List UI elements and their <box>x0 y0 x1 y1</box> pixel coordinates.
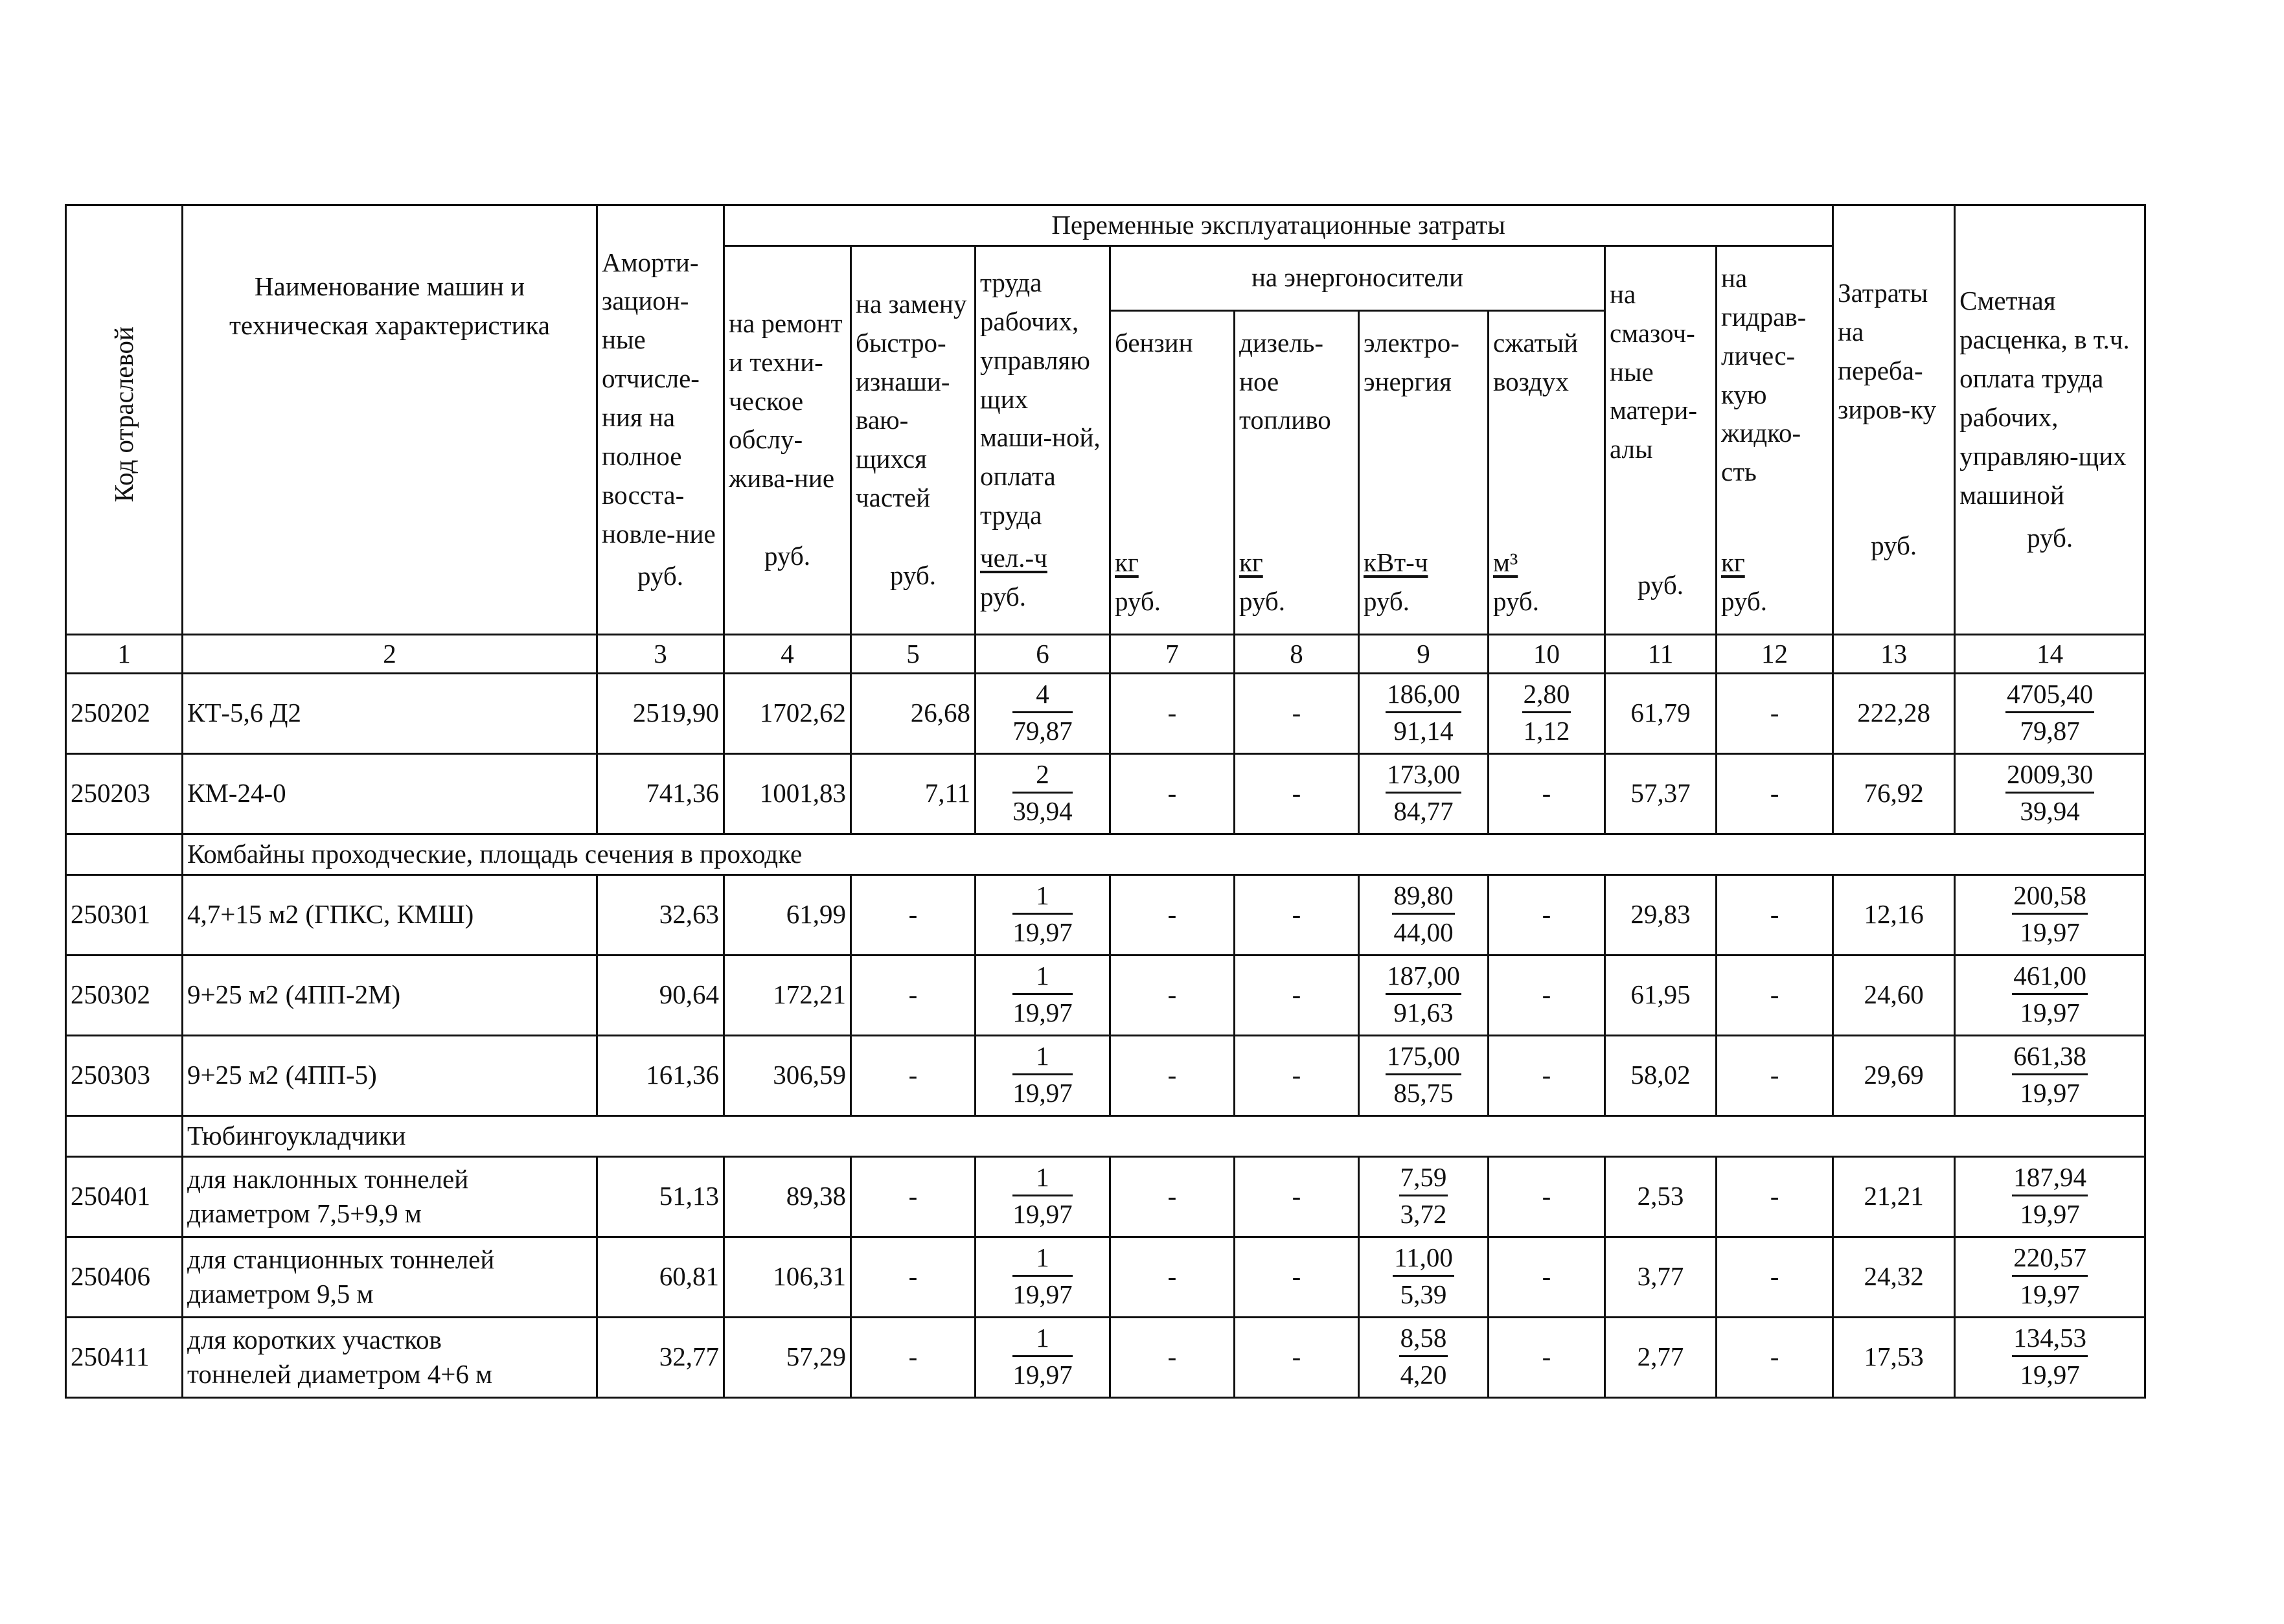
row-hydraulic: - <box>1717 875 1833 955</box>
row-code: 250411 <box>66 1317 183 1397</box>
header-hydraulic: на гидрав-личес-кую жидко-сть кг руб. <box>1717 246 1833 634</box>
row-electricity: $\frac{8,58}{4,20}$ <box>1359 1317 1489 1397</box>
row-repair: 1001,83 <box>724 753 851 834</box>
row-hydraulic: - <box>1717 955 1833 1035</box>
row-code: 250303 <box>66 1035 183 1115</box>
row-diesel: - <box>1235 955 1359 1035</box>
section-title: Тюбингоукладчики <box>183 1115 2145 1156</box>
row-parts: 7,11 <box>851 753 976 834</box>
header-electricity: электро-энергия кВт-ч руб. <box>1359 310 1489 634</box>
row-repair: 61,99 <box>724 875 851 955</box>
table-row <box>66 1156 2145 1237</box>
row-name: 9+25 м2 (4ПП-2М) <box>183 955 597 1035</box>
row-name: для коротких участков тоннелей диаметром 4+6 м <box>183 1317 597 1397</box>
row-gasoline: - <box>1110 1035 1235 1115</box>
row-parts: - <box>851 1156 976 1237</box>
row-electricity: $\frac{89,80}{44,00}$ <box>1359 875 1489 955</box>
row-lubricants: 57,37 <box>1605 753 1717 834</box>
header-gasoline: бензин кг руб. <box>1110 310 1235 634</box>
row-parts: - <box>851 1035 976 1115</box>
header-energy: на энергоносители <box>1110 246 1605 310</box>
row-parts: - <box>851 955 976 1035</box>
row-compressed-air: - <box>1489 1156 1605 1237</box>
col-number: 2 <box>183 634 597 673</box>
row-amort: 90,64 <box>597 955 724 1035</box>
row-diesel: - <box>1235 875 1359 955</box>
col-number: 13 <box>1833 634 1955 673</box>
col-number: 14 <box>1955 634 2145 673</box>
col-number: 1 <box>66 634 183 673</box>
row-compressed-air: - <box>1489 955 1605 1035</box>
row-lubricants: 61,95 <box>1605 955 1717 1035</box>
row-diesel: - <box>1235 1317 1359 1397</box>
row-total: $\frac{187,94}{19,97}$ <box>1955 1156 2145 1237</box>
row-repair: 172,21 <box>724 955 851 1035</box>
row-gasoline: - <box>1110 1237 1235 1317</box>
header-total: Сметная расценка, в т.ч. оплата труда рабочих, управляю-щих машиной руб. <box>1955 205 2145 635</box>
row-gasoline: - <box>1110 955 1235 1035</box>
row-code: 250401 <box>66 1156 183 1237</box>
header-parts: на замену быстро-изнаши-ваю-щихся частей руб. <box>851 246 976 634</box>
row-lubricants: 58,02 <box>1605 1035 1717 1115</box>
header-name: Наименование машин и техническая характеристика <box>183 205 597 635</box>
section-title: Комбайны проходческие, площадь сечения в проходке <box>183 834 2145 875</box>
row-relocation: 21,21 <box>1833 1156 1955 1237</box>
row-gasoline: - <box>1110 1156 1235 1237</box>
col-number: 10 <box>1489 634 1605 673</box>
table-row <box>66 673 2145 753</box>
table-row <box>66 1237 2145 1317</box>
row-lubricants: 2,77 <box>1605 1317 1717 1397</box>
row-parts: - <box>851 1237 976 1317</box>
row-hydraulic: - <box>1717 753 1833 834</box>
row-lubricants: 3,77 <box>1605 1237 1717 1317</box>
row-code: 250406 <box>66 1237 183 1317</box>
row-total: $\frac{200,58}{19,97}$ <box>1955 875 2145 955</box>
column-numbers-row <box>66 634 2145 673</box>
row-relocation: 29,69 <box>1833 1035 1955 1115</box>
row-name: 4,7+15 м2 (ГПКС, КМШ) <box>183 875 597 955</box>
row-name: для наклонных тоннелей диаметром 7,5+9,9 м <box>183 1156 597 1237</box>
col-number: 7 <box>1110 634 1235 673</box>
row-total: $\frac{661,38}{19,97}$ <box>1955 1035 2145 1115</box>
table-row <box>66 753 2145 834</box>
row-compressed-air: - <box>1489 753 1605 834</box>
row-amort: 741,36 <box>597 753 724 834</box>
header-amort: Аморти-зацион-ные отчисле-ния на полное восста-новле-ние руб. <box>597 205 724 635</box>
row-total: $\frac{134,53}{19,97}$ <box>1955 1317 2145 1397</box>
row-labor: $\frac{2}{39,94}$ <box>976 753 1110 834</box>
row-relocation: 222,28 <box>1833 673 1955 753</box>
row-hydraulic: - <box>1717 1156 1833 1237</box>
row-compressed-air: - <box>1489 1035 1605 1115</box>
table-row <box>66 1317 2145 1397</box>
table-row <box>66 1035 2145 1115</box>
row-electricity: $\frac{187,00}{91,63}$ <box>1359 955 1489 1035</box>
row-total: $\frac{4705,40}{79,87}$ <box>1955 673 2145 753</box>
section-row <box>66 1115 2145 1156</box>
row-relocation: 76,92 <box>1833 753 1955 834</box>
row-amort: 51,13 <box>597 1156 724 1237</box>
row-relocation: 24,32 <box>1833 1237 1955 1317</box>
row-amort: 60,81 <box>597 1237 724 1317</box>
row-parts: - <box>851 875 976 955</box>
row-compressed-air: - <box>1489 1237 1605 1317</box>
row-hydraulic: - <box>1717 1317 1833 1397</box>
row-labor: $\frac{1}{19,97}$ <box>976 1035 1110 1115</box>
row-lubricants: 61,79 <box>1605 673 1717 753</box>
row-code: 250301 <box>66 875 183 955</box>
row-code: 250203 <box>66 753 183 834</box>
header-compressed-air: сжатый воздух м³ руб. <box>1489 310 1605 634</box>
col-number: 11 <box>1605 634 1717 673</box>
row-lubricants: 29,83 <box>1605 875 1717 955</box>
row-name: 9+25 м2 (4ПП-5) <box>183 1035 597 1115</box>
row-gasoline: - <box>1110 753 1235 834</box>
row-name: для станционных тоннелей диаметром 9,5 м <box>183 1237 597 1317</box>
row-parts: - <box>851 1317 976 1397</box>
row-name: КМ-24-0 <box>183 753 597 834</box>
row-name: КТ-5,6 Д2 <box>183 673 597 753</box>
header-diesel: дизель-ное топливо кг руб. <box>1235 310 1359 634</box>
row-diesel: - <box>1235 673 1359 753</box>
row-compressed-air: $\frac{2,80}{1,12}$ <box>1489 673 1605 753</box>
row-compressed-air: - <box>1489 1317 1605 1397</box>
header-code: Код отраслевой <box>66 205 183 635</box>
row-repair: 57,29 <box>724 1317 851 1397</box>
col-number: 9 <box>1359 634 1489 673</box>
row-repair: 106,31 <box>724 1237 851 1317</box>
header-repair: на ремонт и техни-ческое обслу-жива-ние руб. <box>724 246 851 634</box>
row-diesel: - <box>1235 1237 1359 1317</box>
row-diesel: - <box>1235 753 1359 834</box>
col-number: 3 <box>597 634 724 673</box>
row-relocation: 17,53 <box>1833 1317 1955 1397</box>
row-compressed-air: - <box>1489 875 1605 955</box>
row-amort: 32,77 <box>597 1317 724 1397</box>
col-number: 5 <box>851 634 976 673</box>
row-electricity: $\frac{175,00}{85,75}$ <box>1359 1035 1489 1115</box>
rates-table <box>65 204 2146 1399</box>
col-number: 8 <box>1235 634 1359 673</box>
row-relocation: 24,60 <box>1833 955 1955 1035</box>
section-row <box>66 834 2145 875</box>
row-repair: 1702,62 <box>724 673 851 753</box>
header-labor: труда рабочих, управляю щих маши-ной, оплата труда чел.-ч руб. <box>976 246 1110 634</box>
row-labor: $\frac{1}{19,97}$ <box>976 955 1110 1035</box>
row-hydraulic: - <box>1717 1035 1833 1115</box>
row-electricity: $\frac{7,59}{3,72}$ <box>1359 1156 1489 1237</box>
table-row <box>66 955 2145 1035</box>
col-number: 6 <box>976 634 1110 673</box>
row-labor: $\frac{1}{19,97}$ <box>976 1237 1110 1317</box>
row-amort: 32,63 <box>597 875 724 955</box>
row-lubricants: 2,53 <box>1605 1156 1717 1237</box>
row-labor: $\frac{1}{19,97}$ <box>976 1317 1110 1397</box>
row-gasoline: - <box>1110 875 1235 955</box>
row-total: $\frac{220,57}{19,97}$ <box>1955 1237 2145 1317</box>
row-repair: 89,38 <box>724 1156 851 1237</box>
row-hydraulic: - <box>1717 673 1833 753</box>
row-electricity: $\frac{11,00}{5,39}$ <box>1359 1237 1489 1317</box>
row-gasoline: - <box>1110 1317 1235 1397</box>
row-total: $\frac{2009,30}{39,94}$ <box>1955 753 2145 834</box>
row-labor: $\frac{1}{19,97}$ <box>976 1156 1110 1237</box>
col-number: 12 <box>1717 634 1833 673</box>
header-variable-costs: Переменные эксплуатационные затраты <box>724 205 1833 246</box>
row-gasoline: - <box>1110 673 1235 753</box>
row-hydraulic: - <box>1717 1237 1833 1317</box>
row-repair: 306,59 <box>724 1035 851 1115</box>
row-parts: 26,68 <box>851 673 976 753</box>
header-relocation: Затраты на переба-зиров-ку руб. <box>1833 205 1955 635</box>
col-number: 4 <box>724 634 851 673</box>
row-amort: 2519,90 <box>597 673 724 753</box>
header-lubricants: на смазоч-ные матери-алы руб. <box>1605 246 1717 634</box>
table-row <box>66 875 2145 955</box>
row-relocation: 12,16 <box>1833 875 1955 955</box>
row-code: 250302 <box>66 955 183 1035</box>
row-diesel: - <box>1235 1035 1359 1115</box>
row-code: 250202 <box>66 673 183 753</box>
row-diesel: - <box>1235 1156 1359 1237</box>
row-amort: 161,36 <box>597 1035 724 1115</box>
row-total: $\frac{461,00}{19,97}$ <box>1955 955 2145 1035</box>
row-labor: $\frac{4}{79,87}$ <box>976 673 1110 753</box>
row-electricity: $\frac{186,00}{91,14}$ <box>1359 673 1489 753</box>
row-labor: $\frac{1}{19,97}$ <box>976 875 1110 955</box>
row-electricity: $\frac{173,00}{84,77}$ <box>1359 753 1489 834</box>
